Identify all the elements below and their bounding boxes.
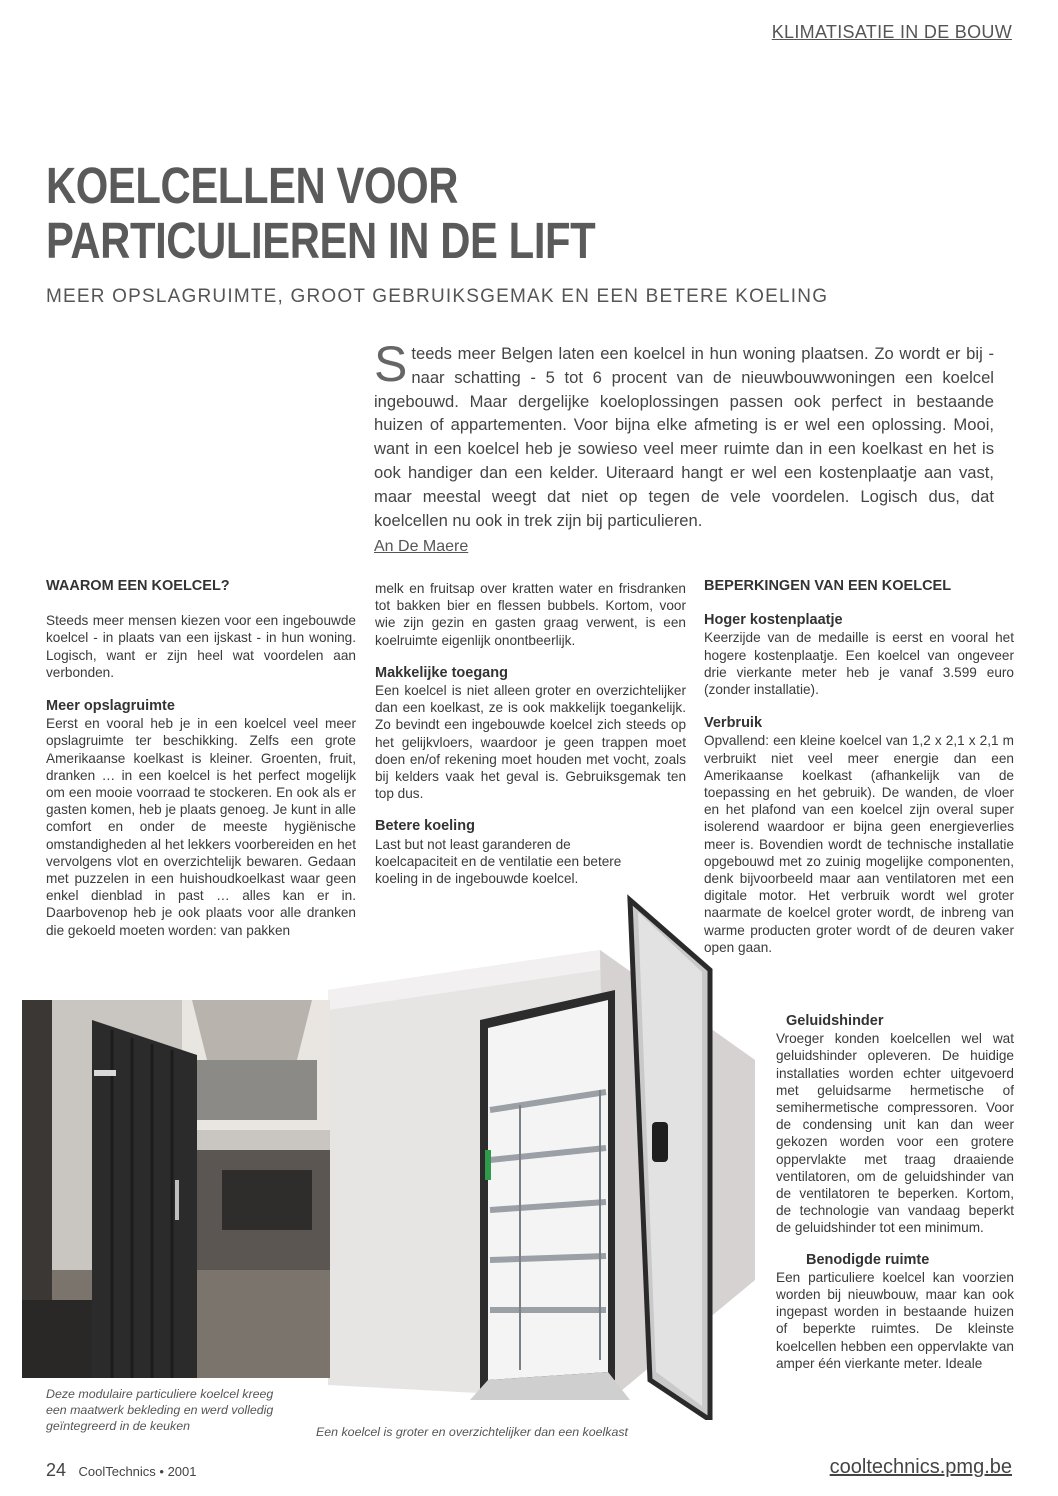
col1-heading: WAAROM EEN KOELCEL? xyxy=(46,578,230,594)
column-2 xyxy=(375,580,686,887)
col3-subheading-1: Hoger kostenplaatje xyxy=(704,612,843,629)
col2-paragraph-2: Een koelcel is niet alleen groter en overzichtelijker dan een koelkast, ze is ook makkelijk toegankelijk. Zo bevindt een ingebouwde koelcel zich steeds op het gelijkvloers, waardoor je geen trappen moet doen en/of rekening moet houden met vocht, zoals bij kelders vaak het geval is. Gebruiksgemak ten top dus. xyxy=(375,683,686,802)
coldroom-photo xyxy=(300,860,770,1420)
col3-paragraph-4: Een particuliere koelcel kan voorzien worden bij nieuwbouw, maar kan ook ingepast worden in bestaande huizen of beperkte ruimtes. De kleinste koelcellen hebben een oppervlakte van amper één vierkante meter. Ideale xyxy=(776,1269,1014,1371)
author-byline: An De Maere xyxy=(374,538,469,555)
magazine-name: CoolTechnics • 2001 xyxy=(78,1464,197,1479)
section-tag: KLIMATISATIE IN DE BOUW xyxy=(771,22,1012,42)
column-3-lower xyxy=(776,1013,1014,1372)
intro-rest: naar schatting - 5 tot 6 procent van de nieuwbouwwoningen een koelcel ingebouwd. Maar dergelijke koeloplossingen passen ook perfect in bestaande huizen of appartementen. Voor bijna elke afmeting is er wel een oplossing. Mooi, want in een koelcel heb je sowieso veel meer ruimte dan in een koelkast en het is ook handiger dan een kelder. Uiteraard hangt er wel een kostenplaatje aan vast, maar meestal weegt dat niet op tegen de vele voordelen. Logisch dus, dat koelcellen nu ook in trek zijn bij particulieren. xyxy=(374,367,994,530)
intro-paragraph xyxy=(374,336,994,532)
footer-left xyxy=(46,1460,197,1481)
col1-subheading-1: Meer opslagruimte xyxy=(46,698,175,715)
page-title xyxy=(46,158,946,268)
col1-paragraph-1: Steeds meer mensen kiezen voor een ingebouwde koelcel - in plaats van een ijskast - in hun woning. Logisch, want er zijn heel wat voordelen aan verbonden. xyxy=(46,613,356,680)
col3-subheading-3: Geluidshinder xyxy=(786,1013,884,1029)
col3-heading: BEPERKINGEN VAN EEN KOELCEL xyxy=(704,578,952,594)
title-line-1: KOELCELLEN VOOR xyxy=(46,157,459,214)
website-link[interactable]: cooltechnics.pmg.be xyxy=(829,1456,1012,1478)
col3-paragraph-2: Opvallend: een kleine koelcel van 1,2 x 2,1 x 2,1 m verbruikt niet veel meer energie dan een Amerikaanse koelkast (afhankelijk van de toepassing en het gebruik). De wanden, de vloer en het plafond van een koelcel zijn overal super isolerend waardoor er bijna geen energieverlies meer is. Bovendien wordt de technische installatie opgebouwd met zo zuinig mogelijke componenten, denk bijvoorbeeld maar aan ventilatoren met een digitale motor. Het verbruik wordt wel groter naarmate de koelcel groter wordt, de inbreng van warme producten groter wordt of de deuren vaker open gaan. xyxy=(704,733,1014,955)
col3-subheading-2: Verbruik xyxy=(704,715,763,732)
page-number: 24 xyxy=(46,1460,67,1480)
dropcap: S xyxy=(374,336,408,392)
col3-paragraph-3: Vroeger konden koelcellen wel wat geluidshinder opleveren. De huidige installaties worden echter uitgevoerd met geluidsarme hermetische of semihermetische compressoren. Voor de condensing unit kan dan weer gekozen worden voor een grotere oppervlakte met traag draaiende ventilatoren, om de geluidshinder van de ventilatoren te beperken. Kortom, de technologie van vandaag beperkt de geluidshinder tot een minimum. xyxy=(776,1031,1014,1236)
col2-subheading-2: Betere koeling xyxy=(375,818,475,835)
col3-subheading-4: Benodigde ruimte xyxy=(806,1251,930,1268)
kitchen-photo xyxy=(22,1000,330,1378)
caption-coldroom: Een koelcel is groter en overzichtelijker dan een koelkast xyxy=(316,1425,628,1439)
kitchen-illustration xyxy=(22,1000,330,1378)
col1-paragraph-2: Eerst en vooral heb je in een koelcel veel meer opslagruimte ter beschikking. Zelfs een grote Amerikaanse koelkast is kleiner. Groenten, fruit, dranken … in een koelcel is het perfect mogelijk om een mooie voorraad te stockeren. En ook als er gasten komen, heb je plaats genoeg. Je kunt in alle comfort en onder de meeste hygiënische omstandigheden al het lekkers voorbereiden en het vervolgens vlot en overzichtelijk bewaren. Gedaan met puzzelen in een huishoudkoelkast waar geen enkel dienblad in past … alles kan er in. Daarbovenop heb je ook plaats voor alle dranken die gekoeld moeten worden: van pakken xyxy=(46,716,356,938)
title-line-2: PARTICULIEREN IN DE LIFT xyxy=(46,212,596,269)
caption-kitchen: Deze modulaire particuliere koelcel kreeg een maatwerk bekleding en werd volledig geïntegreerd in de keuken xyxy=(46,1387,274,1433)
intro-line-1: teeds meer Belgen laten een koelcel in hun woning plaatsen. Zo wordt er bij - xyxy=(411,344,994,363)
col2-subheading-1: Makkelijke toegang xyxy=(375,664,508,681)
col3-paragraph-1: Keerzijde van de medaille is eerst en vooral het hogere kostenplaatje. Een koelcel van ongeveer drie vierkante meter heb je vanaf 3.599 euro (zonder installatie). xyxy=(704,630,1014,698)
subtitle: MEER OPSLAGRUIMTE, GROOT GEBRUIKSGEMAK EN EEN BETERE KOELING xyxy=(46,286,829,307)
col2-paragraph-3: Last but not least garanderen de koelcapaciteit en de ventilatie een betere koeling in de ingebouwde koelcel. xyxy=(375,836,622,887)
coldroom-illustration xyxy=(300,860,770,1420)
col2-paragraph-1: melk en fruitsap over kratten water en frisdranken tot bakken bier en flessen bubbels. Kortom, voor wie zijn gezin en gasten graag verwent, is een koelruimte eigenlijk onontbeerlijk. xyxy=(375,581,686,648)
